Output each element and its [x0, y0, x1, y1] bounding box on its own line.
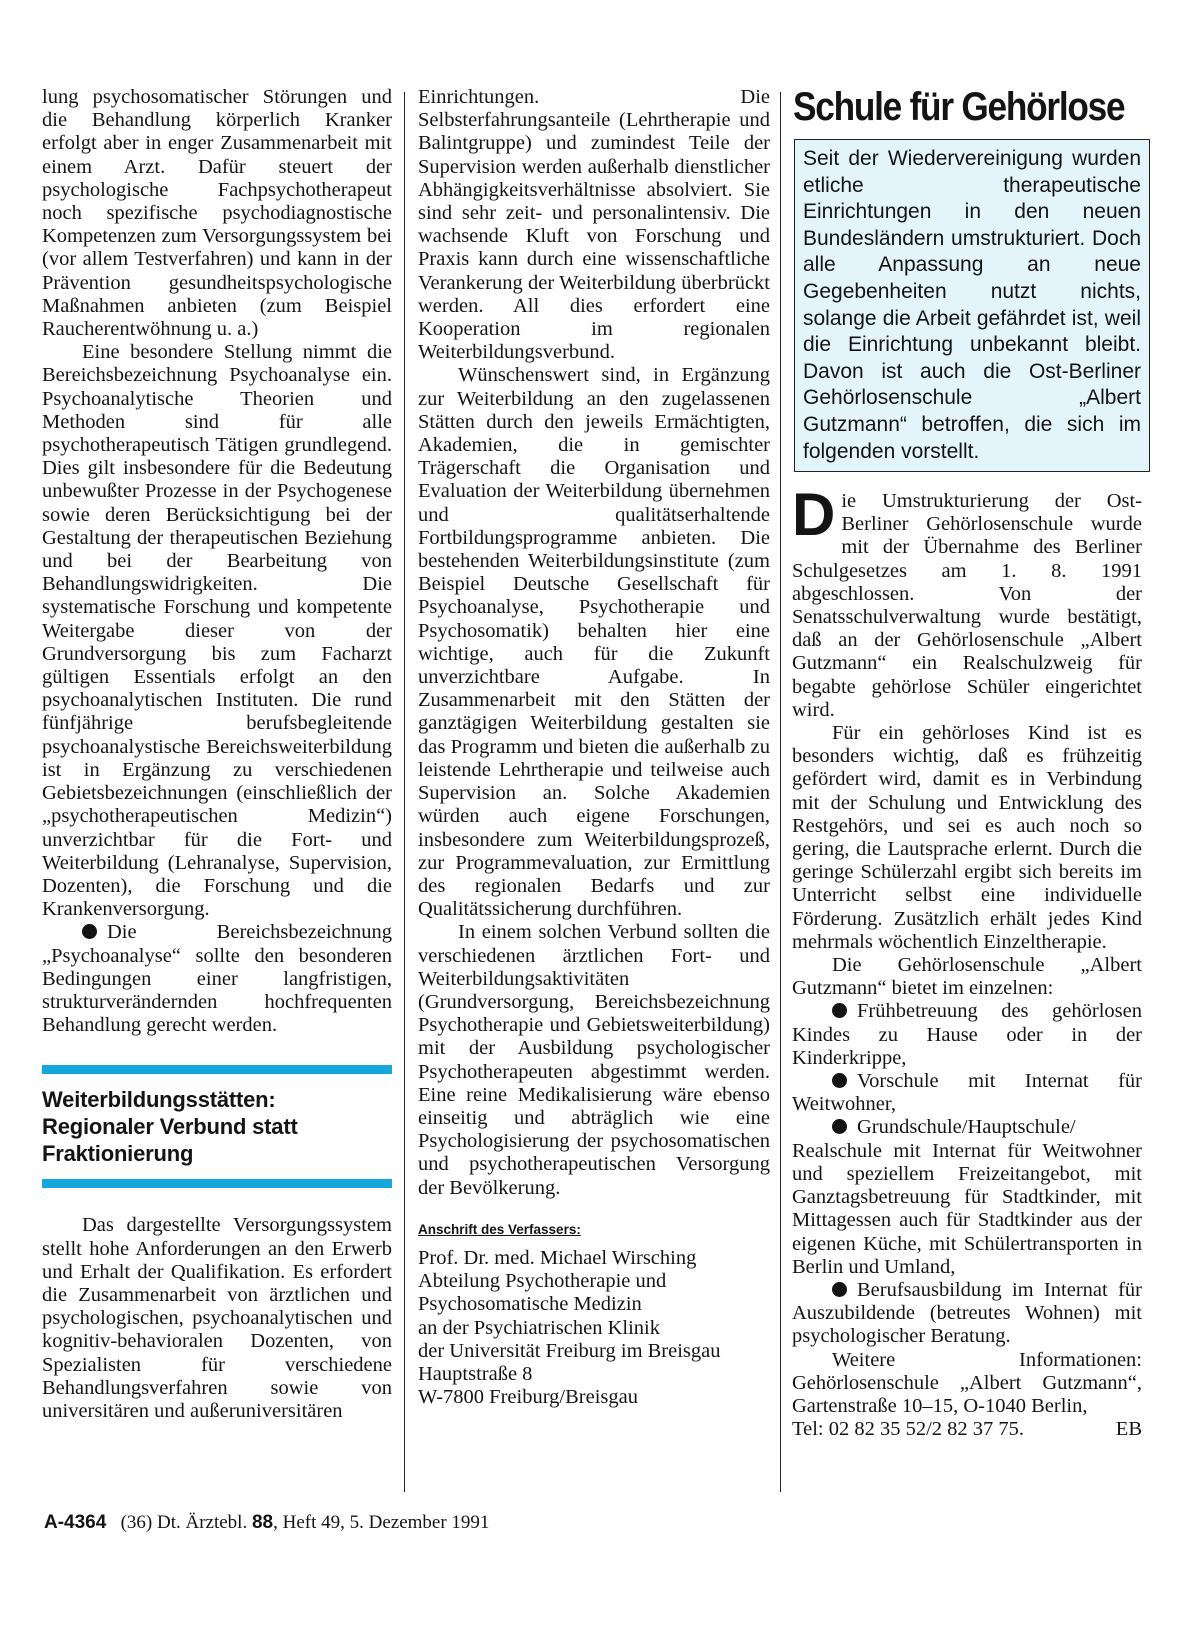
address-line: an der Psychiatrischen Klinik [418, 1316, 660, 1339]
volume-number: 88 [251, 1512, 274, 1533]
bullet-icon [82, 924, 97, 939]
journal-citation: (36) Dt. Ärztebl. [120, 1512, 248, 1533]
address-line: Psychosomatische Medizin [418, 1293, 642, 1316]
address-line: Prof. Dr. med. Michael Wirsching [418, 1246, 697, 1269]
section-subheading-box [42, 1065, 392, 1188]
left-paragraph-1: lung psychosomatischer Störungen und die Behandlung körperlich Kranker erfolgt aber in enger Zusammenarbeit mit einem Arzt. Dafür steuert der psychologische Fachpsychotherapeut noch spezifische psychodiagnostische Kompetenzen zum Versorgungssystem bei (vor allem Testverfahren) und kann in der Prävention gesundheitspsychologische Maßnahmen anbieten (zum Beispiel Raucherentwöhnung u. a.) [42, 86, 392, 341]
accent-bar-top [42, 1065, 392, 1074]
article-intro-box: Seit der Wiedervereinigung wurden etliche therapeutische Einrichtungen in den neuen Bundesländern umstrukturiert. Doch alle Anpassung an neue Gegebenheiten nutzt nichts, solange die Arbeit gefährdet ist, weil die Einrichtung unbekannt bleibt. Davon ist auch die Ost-Berliner Gehörlosenschule „Albert Gutzmann“ betroffen, die sich im folgenden vorstellt. [794, 139, 1150, 472]
middle-paragraph-3: In einem solchen Verbund sollten die verschiedenen ärztlichen Fort- und Weiterbildungsaktivitäten (Grundversorgung, Bereichsbezeichnung Psychotherapie und Gebietsweiterbildung) mit der Ausbildung psychologischer Psychotherapeuten abgestimmt werden. Eine reine Medikalisierung wäre ebenso einseitig und abträglich wie eine Psychologisierung der psychosomatischen und psychotherapeutischen Versorgung der Bevölkerung. [418, 921, 770, 1199]
address-label: Anschrift des Verfassers: [418, 1221, 581, 1237]
right-column [792, 481, 1142, 1441]
page-number: A-4364 [44, 1512, 107, 1533]
drop-cap: D [792, 481, 836, 548]
article-paragraph-3: Die Gehörlosenschule „Albert Gutzmann“ bietet im einzelnen: [792, 954, 1142, 1000]
accent-bar-bottom [42, 1179, 392, 1188]
offer-list-item: Frühbetreuung des gehörlosen Kindes zu Hause oder in der Kinderkrippe, [792, 1000, 1142, 1069]
offer-list-item: Vorschule mit Internat für Weitwohner, [792, 1070, 1142, 1116]
address-line: der Universität Freiburg im Breisgau [418, 1339, 721, 1362]
middle-paragraph-2: Wünschenswert sind, in Ergänzung zur Weiterbildung an den zugelassenen Stätten durch den jeweils Ermächtigten, Akademien, die in gemischter Trägerschaft die Organisation und Evaluation der Weiterbildung übernehmen und qualitätserhaltende Fortbildungsprogramme anbieten. Die bestehenden Weiterbildungsinstitute (zum Beispiel Deutsche Gesellschaft für Psychoanalyse, Psychotherapie und Psychosomatik) behalten hier eine wichtige, auch für die Zukunft unverzichtbare Aufgabe. In Zusammenarbeit mit den Stätten der ganztägigen Weiterbildung gestalten sie das Programm und bieten die außerhalb zu leistende Lehrtherapie und teilweise auch Supervision an. Solche Akademien würden auch eigene Forschungen, insbesondere zum Weiterbildungsprozeß, zur Programmevaluation, zur Ermittlung des regionalen Bedarfs und zur Qualitätssicherung durchführen. [418, 364, 770, 921]
middle-paragraph-1: Einrichtungen. Die Selbsterfahrungsanteile (Lehrtherapie und Balintgruppe) und zumindest Teile der Supervision werden außerhalb dienstlicher Abhängigkeitsverhältnisse absolviert. Sie sind sehr zeit- und personalintensiv. Die wachsende Kluft von Forschung und Praxis kann durch eine wissenschaftliche Verankerung der Weiterbildung überbrückt werden. All dies erfordert eine Kooperation im regionalen Weiterbildungsverbund. [418, 86, 770, 364]
left-bullet-text: Die Bereichsbezeichnung „Psychoanalyse“ sollte den besonderen Bedingungen einer langfristigen, strukturverändernden hochfrequenten Behandlung gerecht werden. [42, 921, 392, 1037]
bullet-icon [832, 1003, 847, 1018]
article-paragraph-2: Für ein gehörloses Kind ist es besonders wichtig, daß es frühzeitig gefördert wird, damit es in Verbindung mit der Schulung und Entwicklung des Restgehörs, und sei es auch noch so gering, die Lautsprache erlernt. Durch die geringe Schülerzahl ergibt sich bereits im Unterricht selbst eine individuelle Förderung. Zusätzlich erhält jedes Kind mehrmals wöchentlich Einzeltherapie. [792, 722, 1142, 953]
author-address [418, 1247, 770, 1409]
offer-list-item: Grundschule/Hauptschule/ Realschule mit Internat für Weitwohner und speziellem Freizeitangebot, mit Ganztagsbetreuung für Stadtkinder, mit Mittagessen auch für Stadtkinder aus der eigenen Küche, mit Schülertransporten in Berlin und Umland, [792, 1116, 1142, 1278]
author-signature: EB [1115, 1418, 1142, 1441]
article-title: Schule für Gehörlose [793, 85, 1125, 129]
address-line: Abteilung Psychotherapie und [418, 1270, 667, 1293]
left-paragraph-2: Eine besondere Stellung nimmt die Bereichsbezeichnung Psychoanalyse ein. Psychoanalytische Theorien und Methoden sind für alle psychotherapeutisch Tätigen grundlegend. Dies gilt insbesondere für die Bedeutung unbewußter Prozesse in der Psychogenese sowie deren Berücksichtigung bei der Gestaltung der therapeutischen Beziehung und bei der Bearbeitung von Behandlungswidrigkeiten. Die systematische Forschung und kompetente Weitergabe dieser von der Grundversorgung bis zum Facharzt gültigen Essentials erfolgt an den psychoanalytischen Instituten. Die rund fünfjährige berufsbegleitende psychoanalystische Bereichsweiterbildung ist in Ergänzung zu verschiedenen Gebietsbezeichnungen (einschließlich der „psychotherapeutischen Medizin“) unverzichtbar für die Fort- und Weiterbildung (Lehranalyse, Supervision, Dozenten), die Forschung und die Krankenversorgung. [42, 341, 392, 921]
left-bullet-paragraph [42, 921, 392, 1037]
bullet-icon [832, 1119, 847, 1134]
address-line: Hauptstraße 8 [418, 1362, 533, 1385]
contact-phone: Tel: 02 82 35 52/2 82 37 75. [792, 1418, 1025, 1441]
contact-info: Weitere Informationen: Gehörlosenschule „Albert Gutzmann“, Gartenstraße 10–15, O-1040 Berlin, [792, 1348, 1142, 1417]
article-paragraph-1-text: ie Umstrukturierung der Ost-Berliner Gehörlosenschule wurde mit der Übernahme des Berliner Schulgesetzes am 1. 8. 1991 abgeschlossen. Von der Senatsschulverwaltung wurde bestätigt, daß an der Gehörlosenschule „Albert Gutzmann“ ein Realschulzweig für begabte gehörlose Schüler eingerichtet wird. [792, 490, 1142, 721]
left-column [42, 86, 392, 1423]
issue-date: , Heft 49, 5. Dezember 1991 [273, 1512, 490, 1533]
offer-list-item: Berufsausbildung im Internat für Auszubildende (betreutes Wohnen) mit psychologischer Beratung. [792, 1278, 1142, 1348]
address-line: W-7800 Freiburg/Breisgau [418, 1386, 638, 1409]
column-divider-2 [780, 92, 781, 1492]
page-footer [44, 1512, 489, 1534]
middle-column [418, 86, 770, 1409]
column-divider-1 [404, 92, 405, 1492]
bullet-icon [832, 1073, 847, 1088]
contact-row [792, 1418, 1142, 1441]
left-paragraph-3: Das dargestellte Versorgungssystem stellt hohe Anforderungen an den Erwerb und Erhalt der Qualifikation. Es erfordert die Zusammenarbeit von ärztlichen und psychologischen, psychoanalytischen und kognitiv-behavioralen Dozenten, von Spezialisten für verschiedene Behandlungsverfahren sowie von universitären und außeruniversitären [42, 1214, 392, 1422]
article-paragraph-1 [792, 481, 1142, 722]
section-subheading: Weiterbildungsstätten: Regionaler Verbund statt Fraktionierung [42, 1087, 298, 1167]
bullet-icon [832, 1282, 847, 1297]
